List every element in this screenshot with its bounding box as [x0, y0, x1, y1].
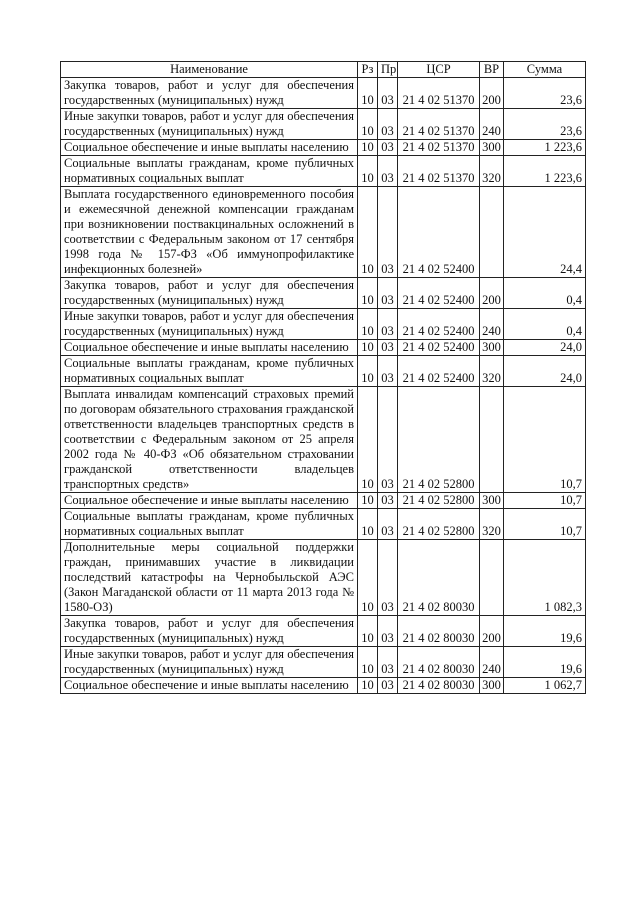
table-row: [61, 340, 586, 356]
cell-vr: 300: [480, 493, 504, 509]
cell-csr: 21 4 02 51370: [398, 140, 480, 156]
header-name: Наименование: [61, 62, 358, 78]
cell-name: Иные закупки товаров, работ и услуг для обеспечения государственных (муниципальных) нужд: [61, 109, 358, 140]
cell-rz: 10: [358, 78, 378, 109]
cell-rz: 10: [358, 493, 378, 509]
cell-rz: 10: [358, 616, 378, 647]
cell-csr: 21 4 02 80030: [398, 540, 480, 616]
cell-rz: 10: [358, 340, 378, 356]
table-row: [61, 309, 586, 340]
table-row: [61, 540, 586, 616]
header-csr: ЦСР: [398, 62, 480, 78]
cell-rz: 10: [358, 540, 378, 616]
cell-sum: 24,0: [504, 356, 586, 387]
header-vr: ВР: [480, 62, 504, 78]
cell-name: Закупка товаров, работ и услуг для обеспечения государственных (муниципальных) нужд: [61, 78, 358, 109]
cell-pr: 03: [378, 356, 398, 387]
cell-name: Социальные выплаты гражданам, кроме публичных нормативных социальных выплат: [61, 356, 358, 387]
cell-pr: 03: [378, 309, 398, 340]
cell-pr: 03: [378, 78, 398, 109]
cell-rz: 10: [358, 140, 378, 156]
cell-csr: 21 4 02 80030: [398, 616, 480, 647]
cell-sum: 0,4: [504, 278, 586, 309]
cell-pr: 03: [378, 187, 398, 278]
cell-vr: 200: [480, 616, 504, 647]
cell-rz: 10: [358, 387, 378, 493]
cell-pr: 03: [378, 616, 398, 647]
cell-name: Дополнительные меры социальной поддержки граждан, принимавших участие в ликвидации последствий катастрофы на Чернобыльской АЭС (Закон Магаданской области от 11 марта 2013 года № 1580-ОЗ): [61, 540, 358, 616]
cell-rz: 10: [358, 309, 378, 340]
cell-vr: 320: [480, 509, 504, 540]
cell-vr: 300: [480, 140, 504, 156]
cell-vr: 240: [480, 647, 504, 678]
table-row: [61, 140, 586, 156]
cell-vr: 320: [480, 356, 504, 387]
budget-table-page: [60, 61, 585, 694]
cell-csr: 21 4 02 52800: [398, 493, 480, 509]
cell-name: Социальные выплаты гражданам, кроме публичных нормативных социальных выплат: [61, 156, 358, 187]
cell-sum: 1 223,6: [504, 140, 586, 156]
cell-rz: 10: [358, 187, 378, 278]
cell-pr: 03: [378, 387, 398, 493]
cell-vr: 200: [480, 78, 504, 109]
cell-name: Социальные выплаты гражданам, кроме публичных нормативных социальных выплат: [61, 509, 358, 540]
cell-sum: 24,0: [504, 340, 586, 356]
cell-rz: 10: [358, 678, 378, 694]
cell-sum: 0,4: [504, 309, 586, 340]
cell-csr: 21 4 02 51370: [398, 109, 480, 140]
cell-sum: 10,7: [504, 493, 586, 509]
cell-vr: [480, 540, 504, 616]
cell-csr: 21 4 02 51370: [398, 78, 480, 109]
cell-name: Социальное обеспечение и иные выплаты населению: [61, 140, 358, 156]
table-row: [61, 187, 586, 278]
cell-pr: 03: [378, 493, 398, 509]
table-row: [61, 616, 586, 647]
table-row: [61, 509, 586, 540]
table-row: [61, 156, 586, 187]
cell-vr: 320: [480, 156, 504, 187]
cell-vr: 200: [480, 278, 504, 309]
cell-pr: 03: [378, 156, 398, 187]
cell-pr: 03: [378, 509, 398, 540]
cell-sum: 1 062,7: [504, 678, 586, 694]
cell-csr: 21 4 02 80030: [398, 647, 480, 678]
cell-vr: 240: [480, 109, 504, 140]
cell-csr: 21 4 02 52800: [398, 509, 480, 540]
cell-csr: 21 4 02 52400: [398, 278, 480, 309]
cell-rz: 10: [358, 647, 378, 678]
cell-csr: 21 4 02 51370: [398, 156, 480, 187]
table-row: [61, 78, 586, 109]
cell-name: Иные закупки товаров, работ и услуг для обеспечения государственных (муниципальных) нужд: [61, 647, 358, 678]
cell-csr: 21 4 02 52400: [398, 309, 480, 340]
cell-pr: 03: [378, 109, 398, 140]
cell-vr: 300: [480, 678, 504, 694]
table-row: [61, 278, 586, 309]
cell-rz: 10: [358, 156, 378, 187]
cell-pr: 03: [378, 340, 398, 356]
cell-sum: 10,7: [504, 509, 586, 540]
cell-csr: 21 4 02 52400: [398, 187, 480, 278]
cell-csr: 21 4 02 52400: [398, 340, 480, 356]
cell-name: Выплата инвалидам компенсаций страховых премий по договорам обязательного страхования гражданской ответственности владельцев транспортных средств в соответствии с Федеральным законом от 25 апреля 2002 года № 40-ФЗ «Об обязательном страховании гражданской ответственности владельцев транспортных средств»: [61, 387, 358, 493]
cell-rz: 10: [358, 109, 378, 140]
table-row: [61, 109, 586, 140]
cell-rz: 10: [358, 509, 378, 540]
cell-name: Социальное обеспечение и иные выплаты населению: [61, 678, 358, 694]
cell-vr: [480, 387, 504, 493]
cell-pr: 03: [378, 540, 398, 616]
cell-sum: 10,7: [504, 387, 586, 493]
cell-rz: 10: [358, 356, 378, 387]
cell-name: Социальное обеспечение и иные выплаты населению: [61, 493, 358, 509]
header-pr: Пр: [378, 62, 398, 78]
budget-table: [60, 61, 586, 694]
table-row: [61, 356, 586, 387]
table-row: [61, 387, 586, 493]
cell-pr: 03: [378, 278, 398, 309]
cell-name: Выплата государственного единовременного пособия и ежемесячной денежной компенсации гражданам при возникновении поствакцинальных осложнений в соответствии с Федеральным законом от 17 сентября 1998 года № 157-ФЗ «Об иммунопрофилактике инфекционных болезней»: [61, 187, 358, 278]
table-body: [61, 78, 586, 694]
table-row: [61, 647, 586, 678]
header-sum: Сумма: [504, 62, 586, 78]
cell-name: Закупка товаров, работ и услуг для обеспечения государственных (муниципальных) нужд: [61, 616, 358, 647]
header-rz: Рз: [358, 62, 378, 78]
cell-name: Закупка товаров, работ и услуг для обеспечения государственных (муниципальных) нужд: [61, 278, 358, 309]
cell-pr: 03: [378, 140, 398, 156]
cell-vr: 300: [480, 340, 504, 356]
cell-csr: 21 4 02 52800: [398, 387, 480, 493]
cell-sum: 23,6: [504, 78, 586, 109]
cell-rz: 10: [358, 278, 378, 309]
cell-sum: 23,6: [504, 109, 586, 140]
cell-csr: 21 4 02 52400: [398, 356, 480, 387]
cell-sum: 24,4: [504, 187, 586, 278]
cell-pr: 03: [378, 678, 398, 694]
cell-sum: 19,6: [504, 647, 586, 678]
cell-csr: 21 4 02 80030: [398, 678, 480, 694]
cell-pr: 03: [378, 647, 398, 678]
cell-sum: 1 082,3: [504, 540, 586, 616]
cell-vr: 240: [480, 309, 504, 340]
cell-vr: [480, 187, 504, 278]
table-row: [61, 493, 586, 509]
cell-name: Иные закупки товаров, работ и услуг для обеспечения государственных (муниципальных) нужд: [61, 309, 358, 340]
table-row: [61, 678, 586, 694]
cell-sum: 19,6: [504, 616, 586, 647]
table-header-row: [61, 62, 586, 78]
cell-name: Социальное обеспечение и иные выплаты населению: [61, 340, 358, 356]
cell-sum: 1 223,6: [504, 156, 586, 187]
